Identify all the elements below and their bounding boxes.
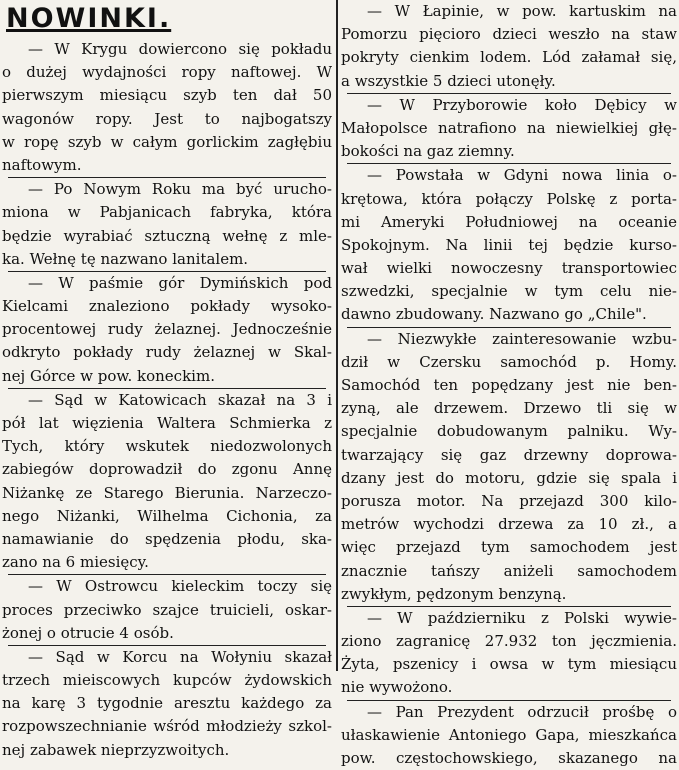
text-line: pow. częstochowskiego, skazanego na: [341, 749, 677, 767]
text-line: rozpowszechnianie wśród młodzieży szkol-: [2, 717, 332, 736]
text-line: Tych, który wskutek niedozwolonych: [2, 437, 332, 456]
text-line: pół lat więzienia Waltera Schmierka z: [2, 414, 332, 432]
text-line: — Sąd w Korcu na Wołyniu skazał: [28, 647, 332, 666]
text-line: — W Krygu dowiercono się pokładu: [28, 40, 332, 58]
text-line: w ropę szyb w całym gorlickim zagłębiu: [2, 132, 332, 151]
text-line: a wszystkie 5 dzieci utonęły.: [341, 71, 556, 90]
right-column: [341, 0, 677, 770]
text-line: wał wielki nowoczesny transportowiec: [341, 259, 677, 278]
text-line: metrów wychodzi drzewa za 10 zł., a: [341, 515, 677, 534]
news-item: [2, 38, 332, 177]
text-line: Małopolsce natrafiono na niewielkiej głę-: [341, 118, 677, 137]
text-line: ułaskawienie Antoniego Gapa, mieszkańca: [341, 725, 677, 744]
news-item: [2, 575, 332, 645]
news-item: [2, 389, 332, 575]
text-line: Pomorzu pięcioro dzieci weszło na staw: [341, 25, 677, 44]
section-heading: NOWINKI.: [6, 3, 172, 34]
text-line: — Niezwykłe zainteresowanie wzbu-: [367, 329, 677, 348]
text-line: procentowej rudy żelaznej. Jednocześnie: [2, 320, 332, 339]
text-line: znacznie tańszy aniżeli samochodem: [341, 561, 677, 580]
news-item: [341, 94, 677, 164]
text-line: mi Ameryki Południowej na oceanie: [341, 212, 677, 231]
right-column-body: [341, 0, 677, 770]
text-line: Kielcami znaleziono pokłady wysoko-: [2, 297, 332, 316]
text-line: specjalnie dobudowanym palniku. Wy-: [341, 422, 677, 441]
text-line: zabiegów doprowadził do zgonu Annę: [2, 460, 332, 479]
text-line: — W Przyborowie koło Dębicy w: [367, 95, 677, 114]
text-line: więc przejazd tym samochodem jest: [341, 538, 677, 557]
text-line: zano na 6 miesięcy.: [2, 553, 149, 572]
text-line: — Pan Prezydent odrzucił prośbę o: [367, 702, 677, 721]
text-line: krętowa, która połączy Polskę z porta-: [341, 189, 677, 208]
text-line: — Sąd w Katowicach skazał na 3 i: [28, 390, 332, 409]
text-line: twarzający się gaz drzewny doprowa-: [341, 445, 677, 464]
text-line: Żyta, pszenicy i owsa w tym miesiącu: [341, 655, 677, 674]
text-line: odkryto pokłady rudy żelaznej w Skal-: [2, 343, 332, 362]
news-item: [341, 0, 677, 93]
news-item: [341, 328, 677, 606]
text-line: nej zabawek nieprzyzwoitych.: [2, 740, 230, 759]
left-column: [2, 0, 332, 762]
text-line: Niżankę ze Starego Bierunia. Narzeczo-: [2, 483, 332, 502]
text-line: — W Łapinie, w pow. kartuskim na: [367, 2, 677, 20]
text-line: nego Niżanki, Wilhelma Cichonia, za: [2, 506, 332, 525]
text-line: — W Ostrowcu kieleckim toczy się: [28, 577, 332, 596]
text-line: — W październiku z Polski wywie-: [367, 608, 677, 627]
text-line: szwedzki, specjalnie w tym celu nie-: [341, 282, 677, 301]
text-line: pokryty cienkim lodem. Lód załamał się,: [341, 48, 677, 67]
text-line: ziono zagranicę 27.932 ton jęczmienia.: [341, 632, 677, 651]
text-line: proces przeciwko szajce truicieli, oskar-: [2, 600, 332, 619]
text-line: naftowym.: [2, 155, 82, 174]
news-item: [2, 646, 332, 762]
text-line: dzany jest do motoru, gdzie się spala i: [341, 468, 677, 487]
text-line: — Powstała w Gdyni nowa linia o-: [367, 166, 677, 185]
text-line: na karę 3 tygodnie aresztu każdego za: [2, 694, 332, 713]
text-line: namawianie do spędzenia płodu, ska-: [2, 529, 332, 548]
text-line: pierwszym miesiącu szyb ten dał 50: [2, 86, 332, 105]
text-line: dawno zbudowany. Nazwano go „Chile".: [341, 305, 647, 324]
text-line: nie wywożono.: [341, 678, 453, 697]
text-line: ka. Wełnę tę nazwano lanitalem.: [2, 249, 249, 268]
news-item: [341, 607, 677, 700]
text-line: żonej o otrucie 4 osób.: [2, 623, 174, 642]
text-line: porusza motor. Na przejazd 300 kilo-: [341, 491, 677, 510]
text-line: zwykłym, pędzonym benzyną.: [341, 584, 567, 603]
news-item: [2, 272, 332, 388]
text-line: miona w Pabjanicach fabryka, która: [2, 203, 332, 222]
text-line: wagonów ropy. Jest to najbogatszy: [2, 109, 332, 128]
text-line: Spokojnym. Na linii tej będzie kursо-: [341, 235, 677, 254]
text-line: trzech mieiscowych kupców żydowskich: [2, 671, 332, 690]
text-line: będzie wyrabiać sztuczną wełnę z mle-: [2, 226, 332, 245]
text-line: bokości na gaz ziemny.: [341, 142, 515, 161]
news-item: [2, 178, 332, 271]
text-line: o dużej wydajności ropy naftowej. W: [2, 63, 332, 82]
text-line: nej Górce w pow. koneckim.: [2, 366, 215, 385]
text-line: dził w Czersku samochód p. Homy.: [341, 352, 677, 371]
text-line: — W paśmie gór Dymińskich pod: [28, 273, 332, 292]
left-column-body: [2, 38, 332, 762]
news-item: [341, 701, 677, 770]
text-line: zyną, ale drzewem. Drzewo tli się w: [341, 399, 677, 418]
text-line: Samochód ten popędzany jest nie ben-: [341, 376, 677, 394]
column-divider: [336, 0, 338, 671]
text-line: — Po Nowym Roku ma być urucho-: [28, 180, 332, 199]
news-item: [341, 164, 677, 326]
